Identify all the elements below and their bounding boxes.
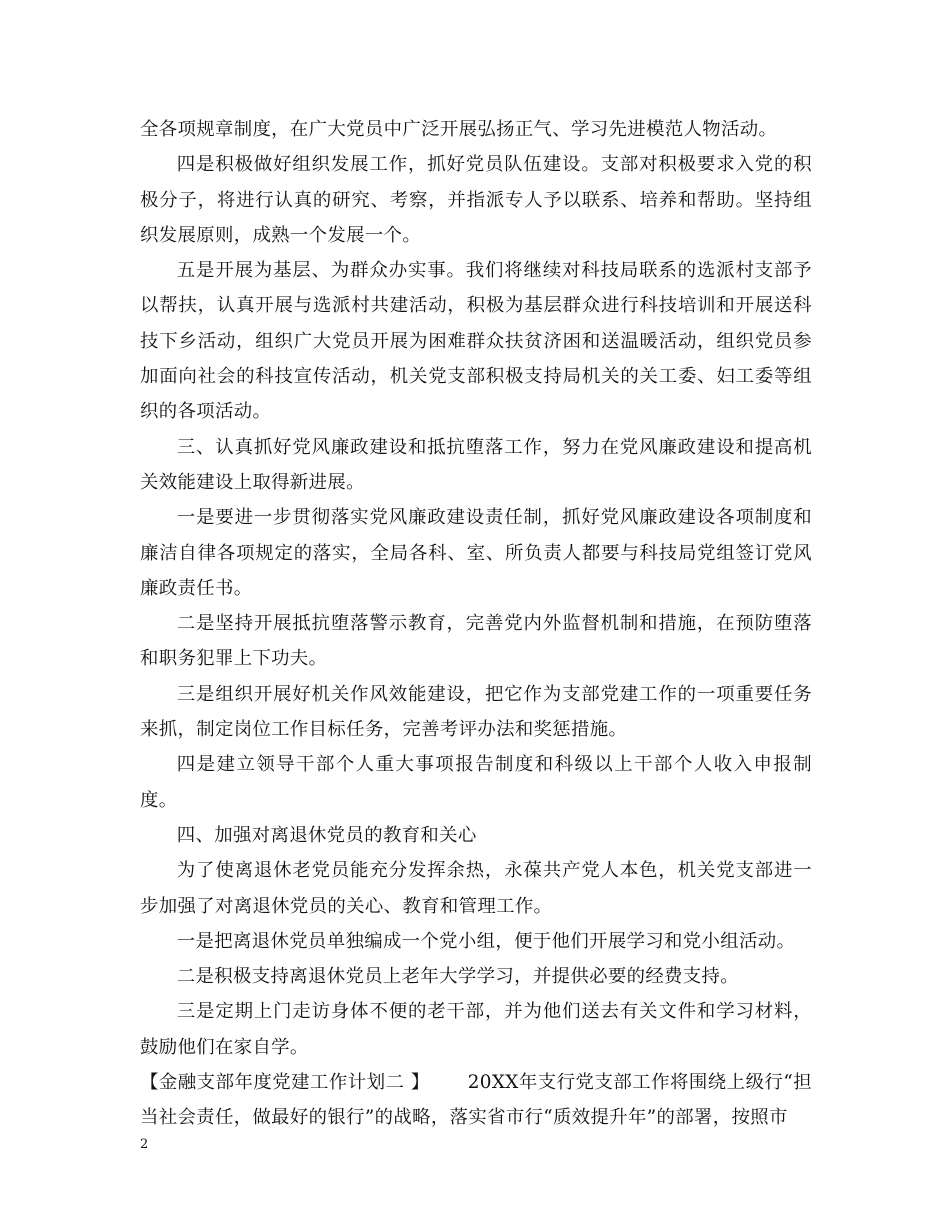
section-heading-retirees: 四、加强对离退休党员的教育和关心 [176, 824, 477, 846]
section-title: 【金融支部年度党建工作计划二 】 [140, 1072, 430, 1094]
paragraph-senior-university: 二是积极支持离退休党员上老年大学学习，并提供必要的经费支持。 [176, 966, 740, 988]
paragraph-party-group: 一是把离退休党员单独编成一个党小组，便于他们开展学习和党小组活动。 [176, 930, 796, 952]
section-heading-integrity: 三、认真抓好党风廉政建设和抵抗堕落工作，努力在党风廉政建设和提高机关效能建设上取得新进展。 [140, 436, 812, 493]
paragraph-organization-development: 四是积极做好组织发展工作，抓好党员队伍建设。支部对积极要求入党的积极分子，将进行认真的研究、考察，并指派专人予以联系、培养和帮助。坚持组织发展原则，成熟一个发展一个。 [140, 154, 812, 246]
paragraph-warning-education: 二是坚持开展抵抗堕落警示教育，完善党内外监督机制和措施，在预防堕落和职务犯罪上下功夫。 [140, 613, 812, 670]
paragraph-retiree-care: 为了使离退休老党员能充分发挥余热，永葆共产党人本色，机关党支部进一步加强了对离退休党员的关心、教育和管理工作。 [140, 860, 812, 917]
page-number: 2 [140, 1137, 149, 1152]
document-body [140, 112, 812, 1136]
paragraph-efficiency-building: 三是组织开展好机关作风效能建设，把它作为支部党建工作的一项重要任务来抓，制定岗位工作目标任务，完善考评办法和奖惩措施。 [140, 683, 812, 741]
paragraph-continued: 全各项规章制度，在广大党员中广泛开展弘扬正气、学习先进模范人物活动。 [140, 119, 778, 140]
paragraph-responsibility-system: 一是要进一步贯彻落实党风廉政建设责任制，抓好党风廉政建设各项制度和廉洁自律各项规定的落实，全局各科、室、所负责人都要与科技局党组签订党风廉政责任书。 [140, 507, 812, 599]
paragraph-grassroots-service: 五是开展为基层、为群众办实事。我们将继续对科技局联系的选派村支部予以帮扶，认真开展与选派村共建活动，积极为基层群众进行科技培训和开展送科技下乡活动，组织广大党员开展为困难群众扶贫济困和送温暖活动，组织党员参加面向社会的科技宣传活动，机关党支部积极支持局机关的关工委、妇工委等组织的各项活动。 [140, 260, 812, 423]
paragraph-home-visits: 三是定期上门走访身体不便的老干部，并为他们送去有关文件和学习材料，鼓励他们在家自学。 [140, 1001, 812, 1058]
section-text: 20XX年支行党支部工作将围绕上级行“担当社会责任，做最好的银行”的战略，落实省市行“质效提升年”的部署，按照市 [140, 1072, 812, 1129]
section-plan-two [140, 1065, 812, 1136]
paragraph-reporting-system: 四是建立领导干部个人重大事项报告制度和科级以上干部个人收入申报制度。 [140, 754, 812, 811]
